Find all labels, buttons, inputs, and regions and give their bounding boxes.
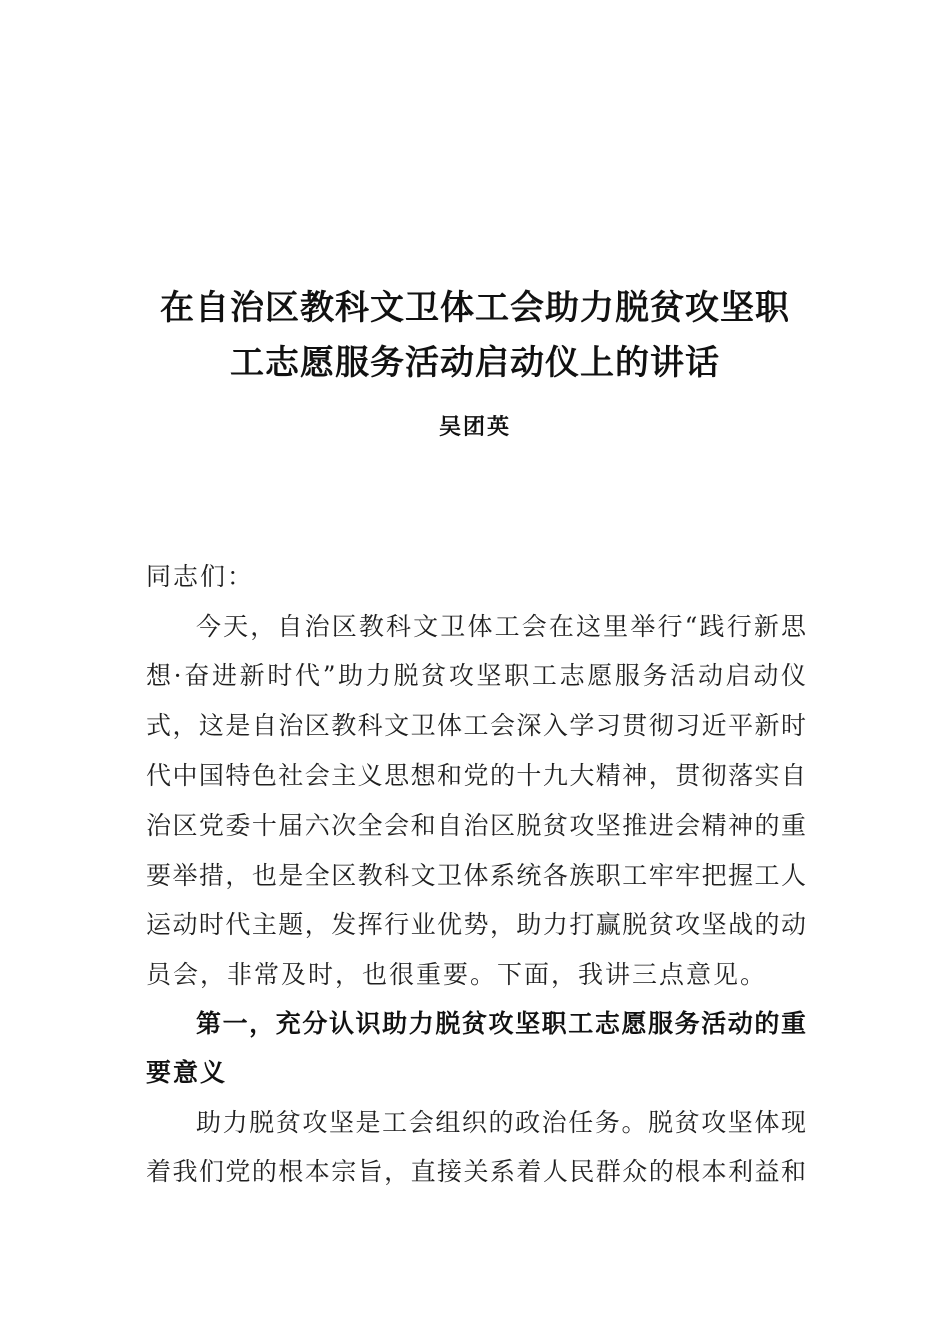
paragraph-line: 助力脱贫攻坚是工会组织的政治任务。脱贫攻坚体现 [196,1108,806,1137]
document-title-line-2: 工志愿服务活动启动仪上的讲话 [230,343,720,383]
paragraph-line: 代中国特色社会主义思想和党的十九大精神，贯彻落实自 [146,761,806,790]
paragraph-line: 治区党委十届六次全会和自治区脱贫攻坚推进会精神的重 [146,811,806,840]
section-heading-line: 要意义 [146,1058,228,1087]
paragraph-line: 今天，自治区教科文卫体工会在这里举行“践行新思 [196,612,806,641]
paragraph-line: 要举措，也是全区教科文卫体系统各族职工牢牢把握工人 [146,861,806,890]
paragraph-line: 想·奋进新时代”助力脱贫攻坚职工志愿服务活动启动仪 [146,661,806,690]
section-heading-line: 第一，充分认识助力脱贫攻坚职工志愿服务活动的重 [196,1009,806,1038]
document-title-line-1: 在自治区教科文卫体工会助力脱贫攻坚职 [160,288,790,328]
paragraph-line: 着我们党的根本宗旨，直接关系着人民群众的根本利益和 [146,1157,806,1186]
paragraph-line: 式，这是自治区教科文卫体工会深入学习贯彻习近平新时 [146,711,806,740]
paragraph-line: 员会，非常及时，也很重要。下面，我讲三点意见。 [146,960,768,989]
author-name: 吴团英 [438,415,511,440]
salutation: 同志们： [146,562,255,591]
paragraph-line: 运动时代主题，发挥行业优势，助力打赢脱贫攻坚战的动 [146,910,806,939]
